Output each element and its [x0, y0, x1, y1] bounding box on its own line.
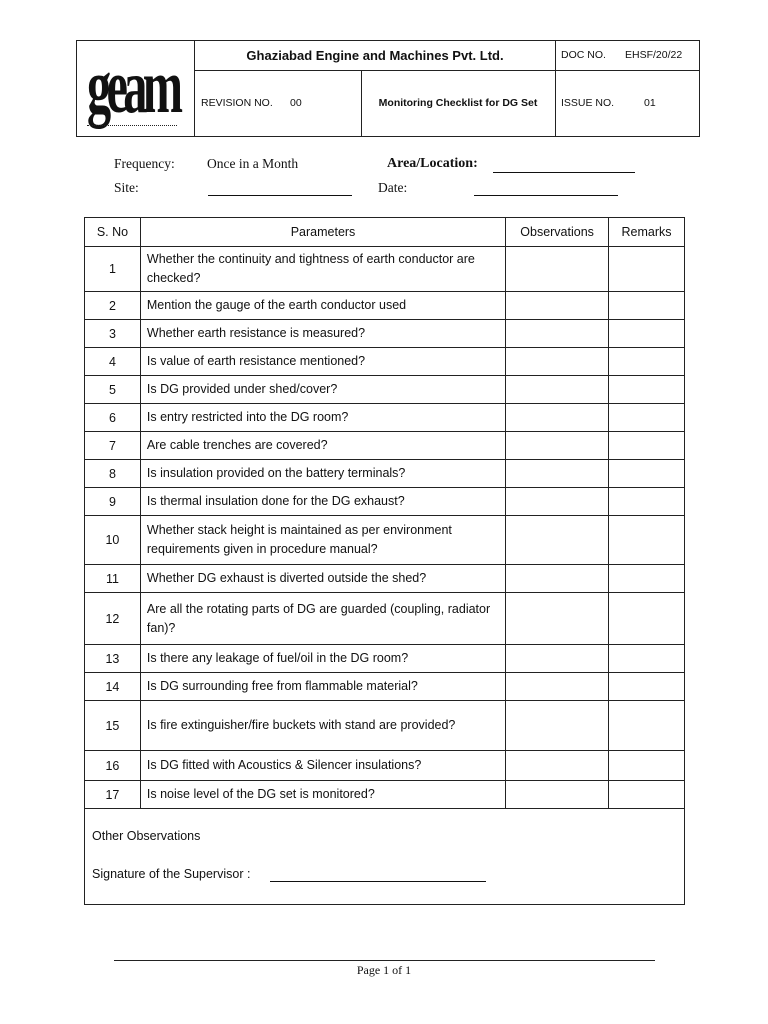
row-parameter: Is there any leakage of fuel/oil in the DG room? — [140, 645, 505, 673]
footer-rule — [114, 960, 655, 961]
remarks-cell[interactable] — [609, 565, 685, 593]
row-parameter: Is DG provided under shed/cover? — [140, 376, 505, 404]
table-row — [85, 751, 685, 781]
remarks-cell[interactable] — [609, 460, 685, 488]
remarks-cell[interactable] — [609, 488, 685, 516]
issue-label: ISSUE NO. — [561, 97, 615, 109]
observation-cell[interactable] — [506, 701, 609, 751]
table-row — [85, 247, 685, 292]
row-sno: 8 — [85, 460, 141, 488]
footer-section — [84, 807, 685, 905]
logo-underline — [87, 125, 177, 126]
observation-cell[interactable] — [506, 376, 609, 404]
observation-cell[interactable] — [506, 292, 609, 320]
row-sno: 15 — [85, 701, 141, 751]
row-sno: 11 — [85, 565, 141, 593]
page-number: Page 1 of 1 — [356, 963, 412, 977]
row-sno: 3 — [85, 320, 141, 348]
remarks-cell[interactable] — [609, 593, 685, 645]
doc-no-value: EHSF/20/22 — [625, 49, 683, 61]
row-parameter: Are all the rotating parts of DG are guarded (coupling, radiator fan)? — [140, 593, 505, 645]
row-sno: 13 — [85, 645, 141, 673]
area-location-field[interactable] — [493, 172, 635, 173]
signature-field[interactable] — [270, 881, 486, 882]
observation-cell[interactable] — [506, 781, 609, 809]
site-field[interactable] — [208, 195, 352, 196]
row-parameter: Whether earth resistance is measured? — [140, 320, 505, 348]
remarks-cell[interactable] — [609, 751, 685, 781]
observation-cell[interactable] — [506, 488, 609, 516]
revision-value: 00 — [290, 97, 302, 109]
column-header-sno: S. No — [85, 218, 141, 247]
row-parameter: Is insulation provided on the battery terminals? — [140, 460, 505, 488]
observation-cell[interactable] — [506, 516, 609, 565]
row-parameter: Is fire extinguisher/fire buckets with stand are provided? — [140, 701, 505, 751]
remarks-cell[interactable] — [609, 516, 685, 565]
remarks-cell[interactable] — [609, 673, 685, 701]
area-location-label: Area/Location: — [387, 156, 478, 171]
remarks-cell[interactable] — [609, 701, 685, 751]
company-name: Ghaziabad Engine and Machines Pvt. Ltd. — [246, 48, 504, 63]
table-row — [85, 376, 685, 404]
row-sno: 7 — [85, 432, 141, 460]
row-parameter: Is value of earth resistance mentioned? — [140, 348, 505, 376]
row-sno: 12 — [85, 593, 141, 645]
row-parameter: Is DG surrounding free from flammable material? — [140, 673, 505, 701]
table-row — [85, 292, 685, 320]
observation-cell[interactable] — [506, 673, 609, 701]
company-logo — [77, 41, 195, 136]
frequency-value: Once in a Month — [207, 156, 299, 171]
row-sno: 9 — [85, 488, 141, 516]
table-row — [85, 593, 685, 645]
row-parameter: Whether stack height is maintained as per environment requirements given in procedure manual? — [140, 516, 505, 565]
row-parameter: Is DG fitted with Acoustics & Silencer insulations? — [140, 751, 505, 781]
document-title: Monitoring Checklist for DG Set — [378, 97, 538, 109]
remarks-cell[interactable] — [609, 781, 685, 809]
observation-cell[interactable] — [506, 348, 609, 376]
row-parameter: Whether the continuity and tightness of earth conductor are checked? — [140, 247, 505, 292]
row-sno: 10 — [85, 516, 141, 565]
row-sno: 5 — [85, 376, 141, 404]
remarks-cell[interactable] — [609, 320, 685, 348]
signature-label: Signature of the Supervisor : — [92, 867, 251, 881]
row-parameter: Is entry restricted into the DG room? — [140, 404, 505, 432]
revision-label: REVISION NO. — [201, 97, 273, 109]
row-parameter: Is thermal insulation done for the DG exhaust? — [140, 488, 505, 516]
table-header-row — [85, 218, 685, 247]
row-sno: 4 — [85, 348, 141, 376]
row-parameter: Whether DG exhaust is diverted outside the shed? — [140, 565, 505, 593]
other-observations-label: Other Observations — [92, 829, 201, 843]
remarks-cell[interactable] — [609, 432, 685, 460]
observation-cell[interactable] — [506, 565, 609, 593]
remarks-cell[interactable] — [609, 645, 685, 673]
table-row — [85, 320, 685, 348]
observation-cell[interactable] — [506, 247, 609, 292]
table-row — [85, 348, 685, 376]
date-field[interactable] — [474, 195, 618, 196]
date-label: Date: — [378, 180, 408, 195]
remarks-cell[interactable] — [609, 292, 685, 320]
table-row — [85, 565, 685, 593]
frequency-label: Frequency: — [114, 156, 175, 171]
table-row — [85, 673, 685, 701]
column-header-remarks: Remarks — [609, 218, 685, 247]
remarks-cell[interactable] — [609, 348, 685, 376]
document-header — [76, 40, 700, 137]
table-row — [85, 460, 685, 488]
row-parameter: Are cable trenches are covered? — [140, 432, 505, 460]
row-sno: 1 — [85, 247, 141, 292]
observation-cell[interactable] — [506, 320, 609, 348]
observation-cell[interactable] — [506, 404, 609, 432]
column-header-observations: Observations — [506, 218, 609, 247]
row-sno: 6 — [85, 404, 141, 432]
site-label: Site: — [114, 180, 139, 195]
table-row — [85, 701, 685, 751]
table-row — [85, 488, 685, 516]
remarks-cell[interactable] — [609, 404, 685, 432]
row-sno: 14 — [85, 673, 141, 701]
table-row — [85, 404, 685, 432]
row-parameter: Mention the gauge of the earth conductor used — [140, 292, 505, 320]
table-row — [85, 645, 685, 673]
header-divider — [555, 41, 556, 136]
table-row — [85, 781, 685, 809]
observation-cell[interactable] — [506, 751, 609, 781]
doc-no-label: DOC NO. — [561, 49, 606, 61]
row-parameter: Is noise level of the DG set is monitored? — [140, 781, 505, 809]
checklist-table — [84, 217, 685, 809]
table-row — [85, 432, 685, 460]
row-sno: 2 — [85, 292, 141, 320]
table-row — [85, 516, 685, 565]
row-sno: 17 — [85, 781, 141, 809]
column-header-parameters: Parameters — [140, 218, 505, 247]
observation-cell[interactable] — [506, 645, 609, 673]
remarks-cell[interactable] — [609, 376, 685, 404]
observation-cell[interactable] — [506, 460, 609, 488]
issue-value: 01 — [644, 97, 656, 109]
remarks-cell[interactable] — [609, 247, 685, 292]
observation-cell[interactable] — [506, 593, 609, 645]
row-sno: 16 — [85, 751, 141, 781]
observation-cell[interactable] — [506, 432, 609, 460]
logo-text: geam — [87, 44, 179, 130]
